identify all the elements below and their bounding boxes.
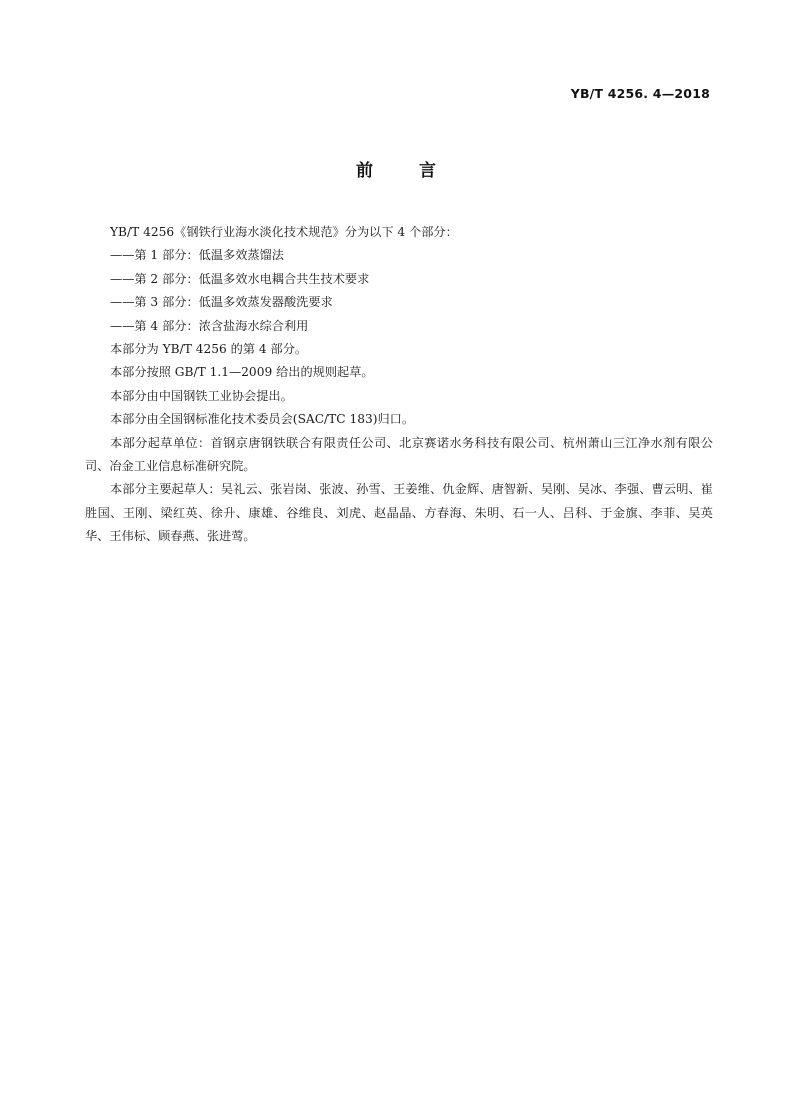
intro-paragraph: YB/T 4256《钢铁行业海水淡化技术规范》分为以下 4 个部分： (110, 225, 458, 239)
drafting-units: 本部分起草单位：首钢京唐钢铁联合有限责任公司、北京赛诺水务科技有限公司、杭州萧山三江净水剂有限公司、冶金工业信息标准研究院。 (85, 435, 713, 474)
drafters-list: 本部分主要起草人：吴礼云、张岩岗、张波、孙雪、王姜维、仇金辉、唐智新、吴刚、吴冰、李强、曹云明、崔胜国、王刚、梁红英、徐升、康雄、谷维良、刘虎、赵晶晶、方春海、朱明、石一人、吕科、于金旗、李菲、吴英华、王伟标、顾春燕、张进莺。 (85, 482, 713, 544)
part-list-item: ——第 2 部分：低温多效水电耦合共生技术要求 (110, 271, 370, 286)
part-list-item: ——第 3 部分：低温多效蒸发器酸洗要求 (110, 295, 333, 310)
centralized-statement: 本部分由全国钢标准化技术委员会(SAC/TC 183)归口。 (110, 412, 415, 427)
part-list-item: ——第 4 部分：浓含盐海水综合利用 (110, 318, 309, 333)
page-title: 前言 (356, 161, 482, 181)
rules-statement: 本部分按照 GB/T 1.1—2009 给出的规则起草。 (110, 365, 374, 380)
part-list-item: ——第 1 部分：低温多效蒸馏法 (110, 248, 284, 263)
foreword-body (85, 221, 713, 549)
proposed-statement: 本部分由中国钢铁工业协会提出。 (110, 388, 293, 403)
part-statement: 本部分为 YB/T 4256 的第 4 部分。 (110, 342, 308, 357)
standard-code: YB/T 4256. 4—2018 (570, 86, 710, 101)
